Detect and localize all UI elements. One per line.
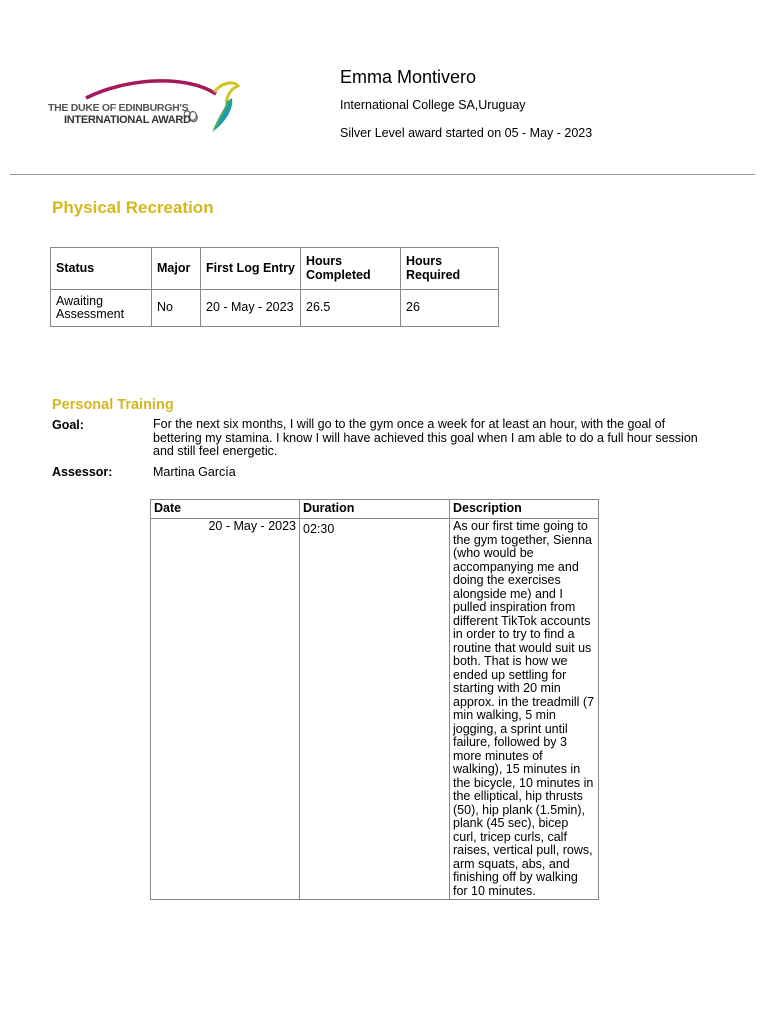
log-header-date: Date <box>151 500 300 519</box>
goal-text: For the next six months, I will go to the gym once a week for at least an hour, with the goal of bettering my stamina. I know I will have achieved this goal when I am able to do a full hour session and still feel energetic. <box>153 417 698 458</box>
log-duration: 02:30 <box>300 519 450 900</box>
logo-text-line2: INTERNATIONAL AWARD <box>64 114 191 126</box>
summary-header-status: Status <box>51 248 152 290</box>
log-header-duration: Duration <box>300 500 450 519</box>
header-divider <box>10 174 755 175</box>
participant-name: Emma Montivero <box>340 67 477 87</box>
log-description: As our first time going to the gym together, Sienna (who would be accompanying me and doing the exercises alongside me) and I pulled inspiration from different TikTok accounts in order to try to find a routine that would suit us both. That is how we ended up settling for starting with 20 min approx. in the treadmill (7 min walking, 5 min jogging, a sprint until failure, followed by 3 more minutes of walking), 15 minutes in the bicycle, 10 minutes in the elliptical, hip thrusts (50), hip plank (1.5min), plank (45 sec), bicep curl, tricep curls, calf raises, vertical pull, rows, arm squats, abs, and finishing off by walking for 10 minutes. <box>450 519 599 900</box>
award-logo <box>46 76 246 136</box>
summary-table <box>50 247 499 327</box>
summary-status: Awaiting Assessment <box>51 290 152 327</box>
summary-row <box>51 290 499 327</box>
summary-header-row <box>51 248 499 290</box>
summary-header-first-log: First Log Entry <box>201 248 301 290</box>
assessor-name: Martina García <box>153 465 236 479</box>
summary-hours-completed: 26.5 <box>301 290 401 327</box>
log-header-row <box>151 500 599 519</box>
activity-title: Personal Training <box>52 397 174 413</box>
goal-label: Goal: <box>52 418 84 432</box>
section-title: Physical Recreation <box>52 198 214 217</box>
summary-header-hours-completed: Hours Completed <box>301 248 401 290</box>
log-row <box>151 519 599 900</box>
log-table <box>150 499 599 900</box>
logo-text-line1: THE DUKE OF EDINBURGH'S <box>48 102 189 114</box>
log-header-description: Description <box>450 500 599 519</box>
summary-hours-required: 26 <box>401 290 499 327</box>
summary-header-hours-required: Hours Required <box>401 248 499 290</box>
assessor-label: Assessor: <box>52 465 113 479</box>
summary-major: No <box>152 290 201 327</box>
award-start-text: Silver Level award started on 05 - May - 2023 <box>340 126 593 140</box>
summary-first-log: 20 - May - 2023 <box>201 290 301 327</box>
log-date: 20 - May - 2023 <box>151 519 300 900</box>
college-name: International College SA,Uruguay <box>340 98 526 112</box>
summary-header-major: Major <box>152 248 201 290</box>
